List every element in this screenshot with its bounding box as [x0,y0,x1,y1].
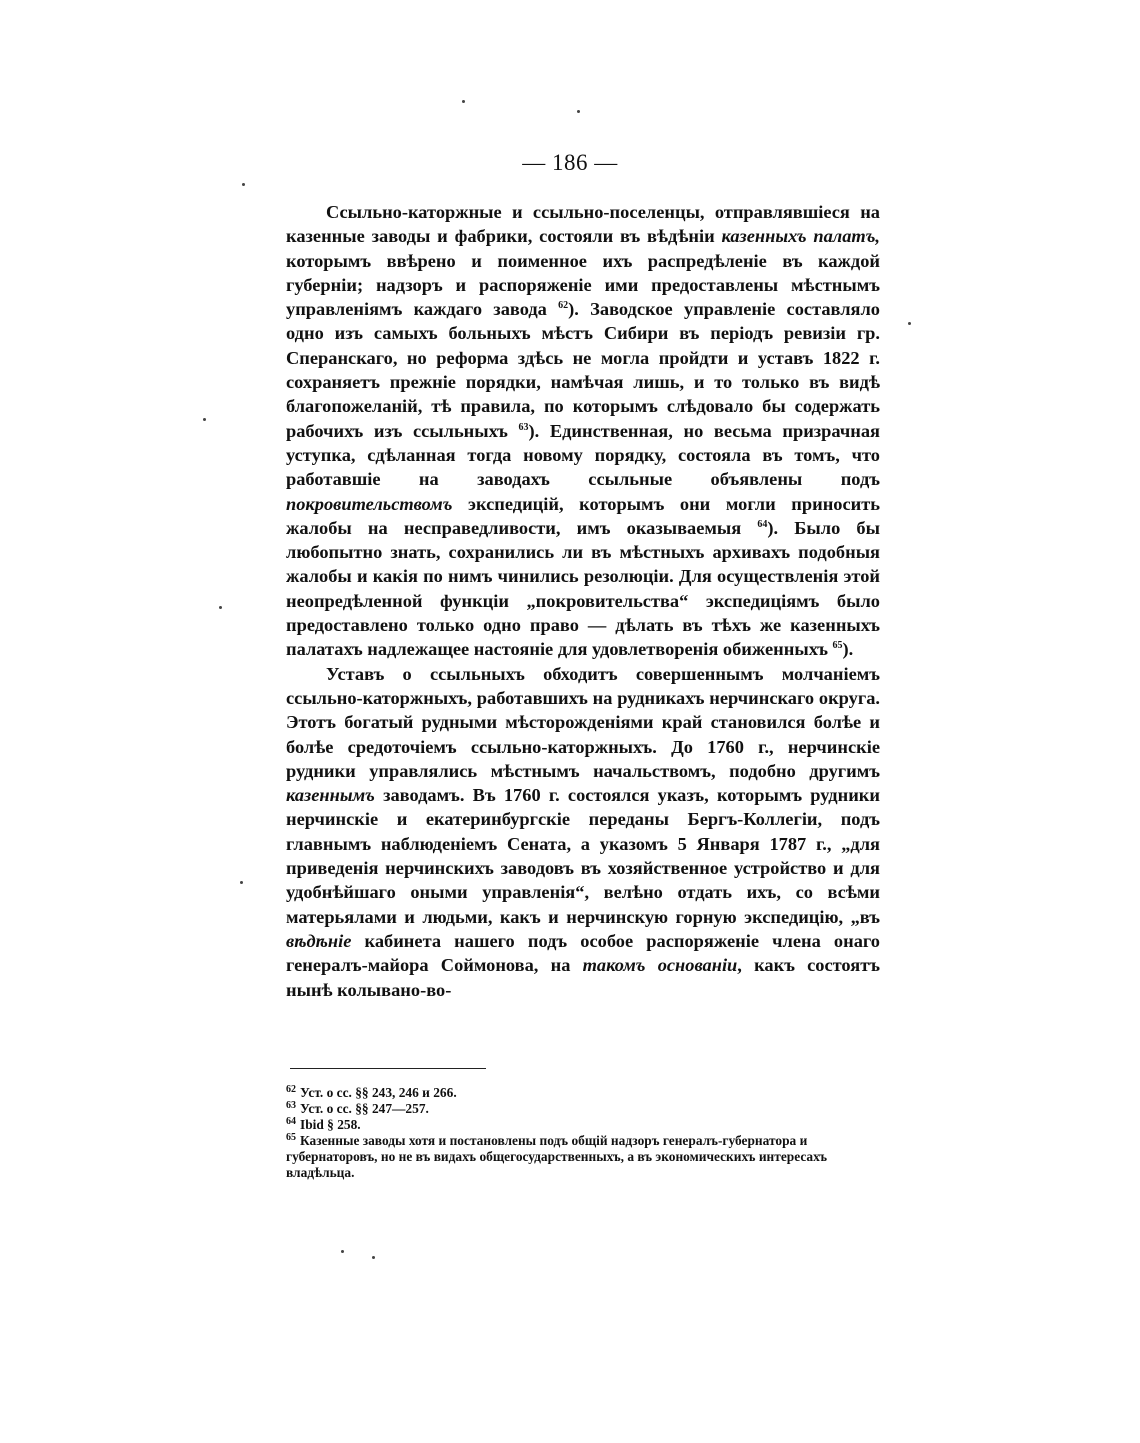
text-run: , какъ состоятъ нынѣ колывано-во- [286,955,880,1000]
footnote-mark: 65 [286,1131,296,1143]
emphasis-text: вѣдѣнiе [286,930,352,951]
scan-speck [372,1256,375,1259]
emphasis-text: казенныхъ палатъ, [721,226,880,247]
scan-speck [462,100,465,103]
footnote-reference: 62 [558,300,569,312]
footnote-text: Казенные заводы хотя и постановлены подъ общiй надзоръ генералъ-губернатора и губернаторовъ, но не въ видахъ общегосударственныхъ, а въ экономическихъ интересахъ владѣльца. [286,1133,828,1180]
text-run: ). [842,639,854,660]
scan-speck [908,322,911,325]
footnote-text: Ibid § 258. [300,1117,361,1132]
footnote [286,1085,880,1101]
emphasis-text: казеннымъ [286,785,375,806]
text-run: ). Единственная, но весьма призрачная уступка, сдѣланная тогда новому порядку, состояла въ томъ, что работавшiе на заводахъ ссыльные объявлены подъ [286,420,880,490]
footnote [286,1133,880,1181]
text-run: ). Заводское управленiе составляло одно изъ самыхъ больныхъ мѣстъ Сибири въ перiодъ ревизiи гр. Сперанскаго, но реформа здѣсь не могла пройдти и уставъ 1822 г. сохраняетъ прежнiе порядки, намѣчая лишь, и то только въ видѣ благопожеланiй, тѣ правила, по которымъ слѣдовало бы содержать рабочихъ изъ ссыльныхъ [286,299,880,441]
text-run: Ссыльно-каторжные и ссыльно-поселенцы, отправлявшiеся на казенные заводы и фабрики, состояли въ вѣдѣнiи [286,202,880,247]
footnote [286,1101,880,1117]
footnote [286,1117,880,1133]
text-run: Уставъ о ссыльныхъ обходитъ совершеннымъ молчанiемъ ссыльно-каторжныхъ, работавшихъ на рудникахъ нерчинскаго округа. Этотъ богатый рудными мѣсторожденiями край становился болѣе и болѣе средоточiемъ ссыльно-каторжныхъ. До 1760 г., нерчинскiе рудники управлялись мѣстнымъ начальствомъ, подобно другимъ [286,663,880,781]
text-run: кабинета нашего подъ особое распоряженiе члена онаго генералъ-майора Соймонова, на [286,930,880,976]
scan-speck [219,606,222,609]
footnote-reference: 65 [832,640,843,652]
text-run: экспедицiй, которымъ они могли приносить жалобы на несправедливости, имъ оказываемыя [286,493,880,538]
footnote-separator [290,1068,486,1069]
scan-speck [240,881,243,884]
text-run: ). Было бы любопытно знать, сохранились ли въ мѣстныхъ архивахъ подобныя жалобы и какiя по нимъ чинились резолюцiи. Для осуществленiя этой неопредѣленной функцiи „покровительства“ экспедицiямъ было предоставлено только одно право — дѣлать въ тѣхъ же казенныхъ палатахъ надлежащее настоянiе для удовлетворенiя обиженныхъ [286,517,880,660]
scan-speck [203,418,206,421]
page-number: — 186 — [522,150,618,175]
text-run: заводамъ. Въ 1760 г. состоялся указъ, которымъ рудники нерчинскiе и екатеринбургскiе переданы Бергъ-Коллегiи, подъ главнымъ наблюденiемъ Сената, а указомъ 5 Января 1787 г., „для приведенiя нерчинскихъ заводовъ въ хозяйственное устройство и для удобнѣйшаго оными управленiя“, велѣно отдать ихъ, со всѣми матерьялами и людьми, какъ и нерчинскую горную экспедицiю, „въ [286,785,880,927]
main-text [286,200,880,1002]
footnote-reference: 64 [757,518,768,530]
scan-speck [577,110,580,113]
emphasis-text: покровительствомъ [286,493,453,514]
scan-speck [341,1250,344,1253]
paragraph [286,662,880,1002]
scan-speck [242,183,245,186]
emphasis-text: такомъ основанiи [582,955,738,976]
footnote-text: Уст. о сс. §§ 247—257. [300,1101,429,1116]
paragraph [286,200,880,662]
text-run: которымъ ввѣрено и поименное ихъ распредѣленiе въ каждой губернiи; надзоръ и распоряженiе ими предоставлены мѣстнымъ управленiямъ каждаго завода [286,250,880,320]
footnote-reference: 63 [518,421,529,433]
footnote-mark: 64 [286,1115,296,1127]
footnotes [286,1085,880,1181]
footnote-mark: 63 [286,1099,296,1111]
footnote-mark: 62 [286,1083,296,1095]
footnote-text: Уст. о сс. §§ 243, 246 и 266. [300,1085,457,1100]
